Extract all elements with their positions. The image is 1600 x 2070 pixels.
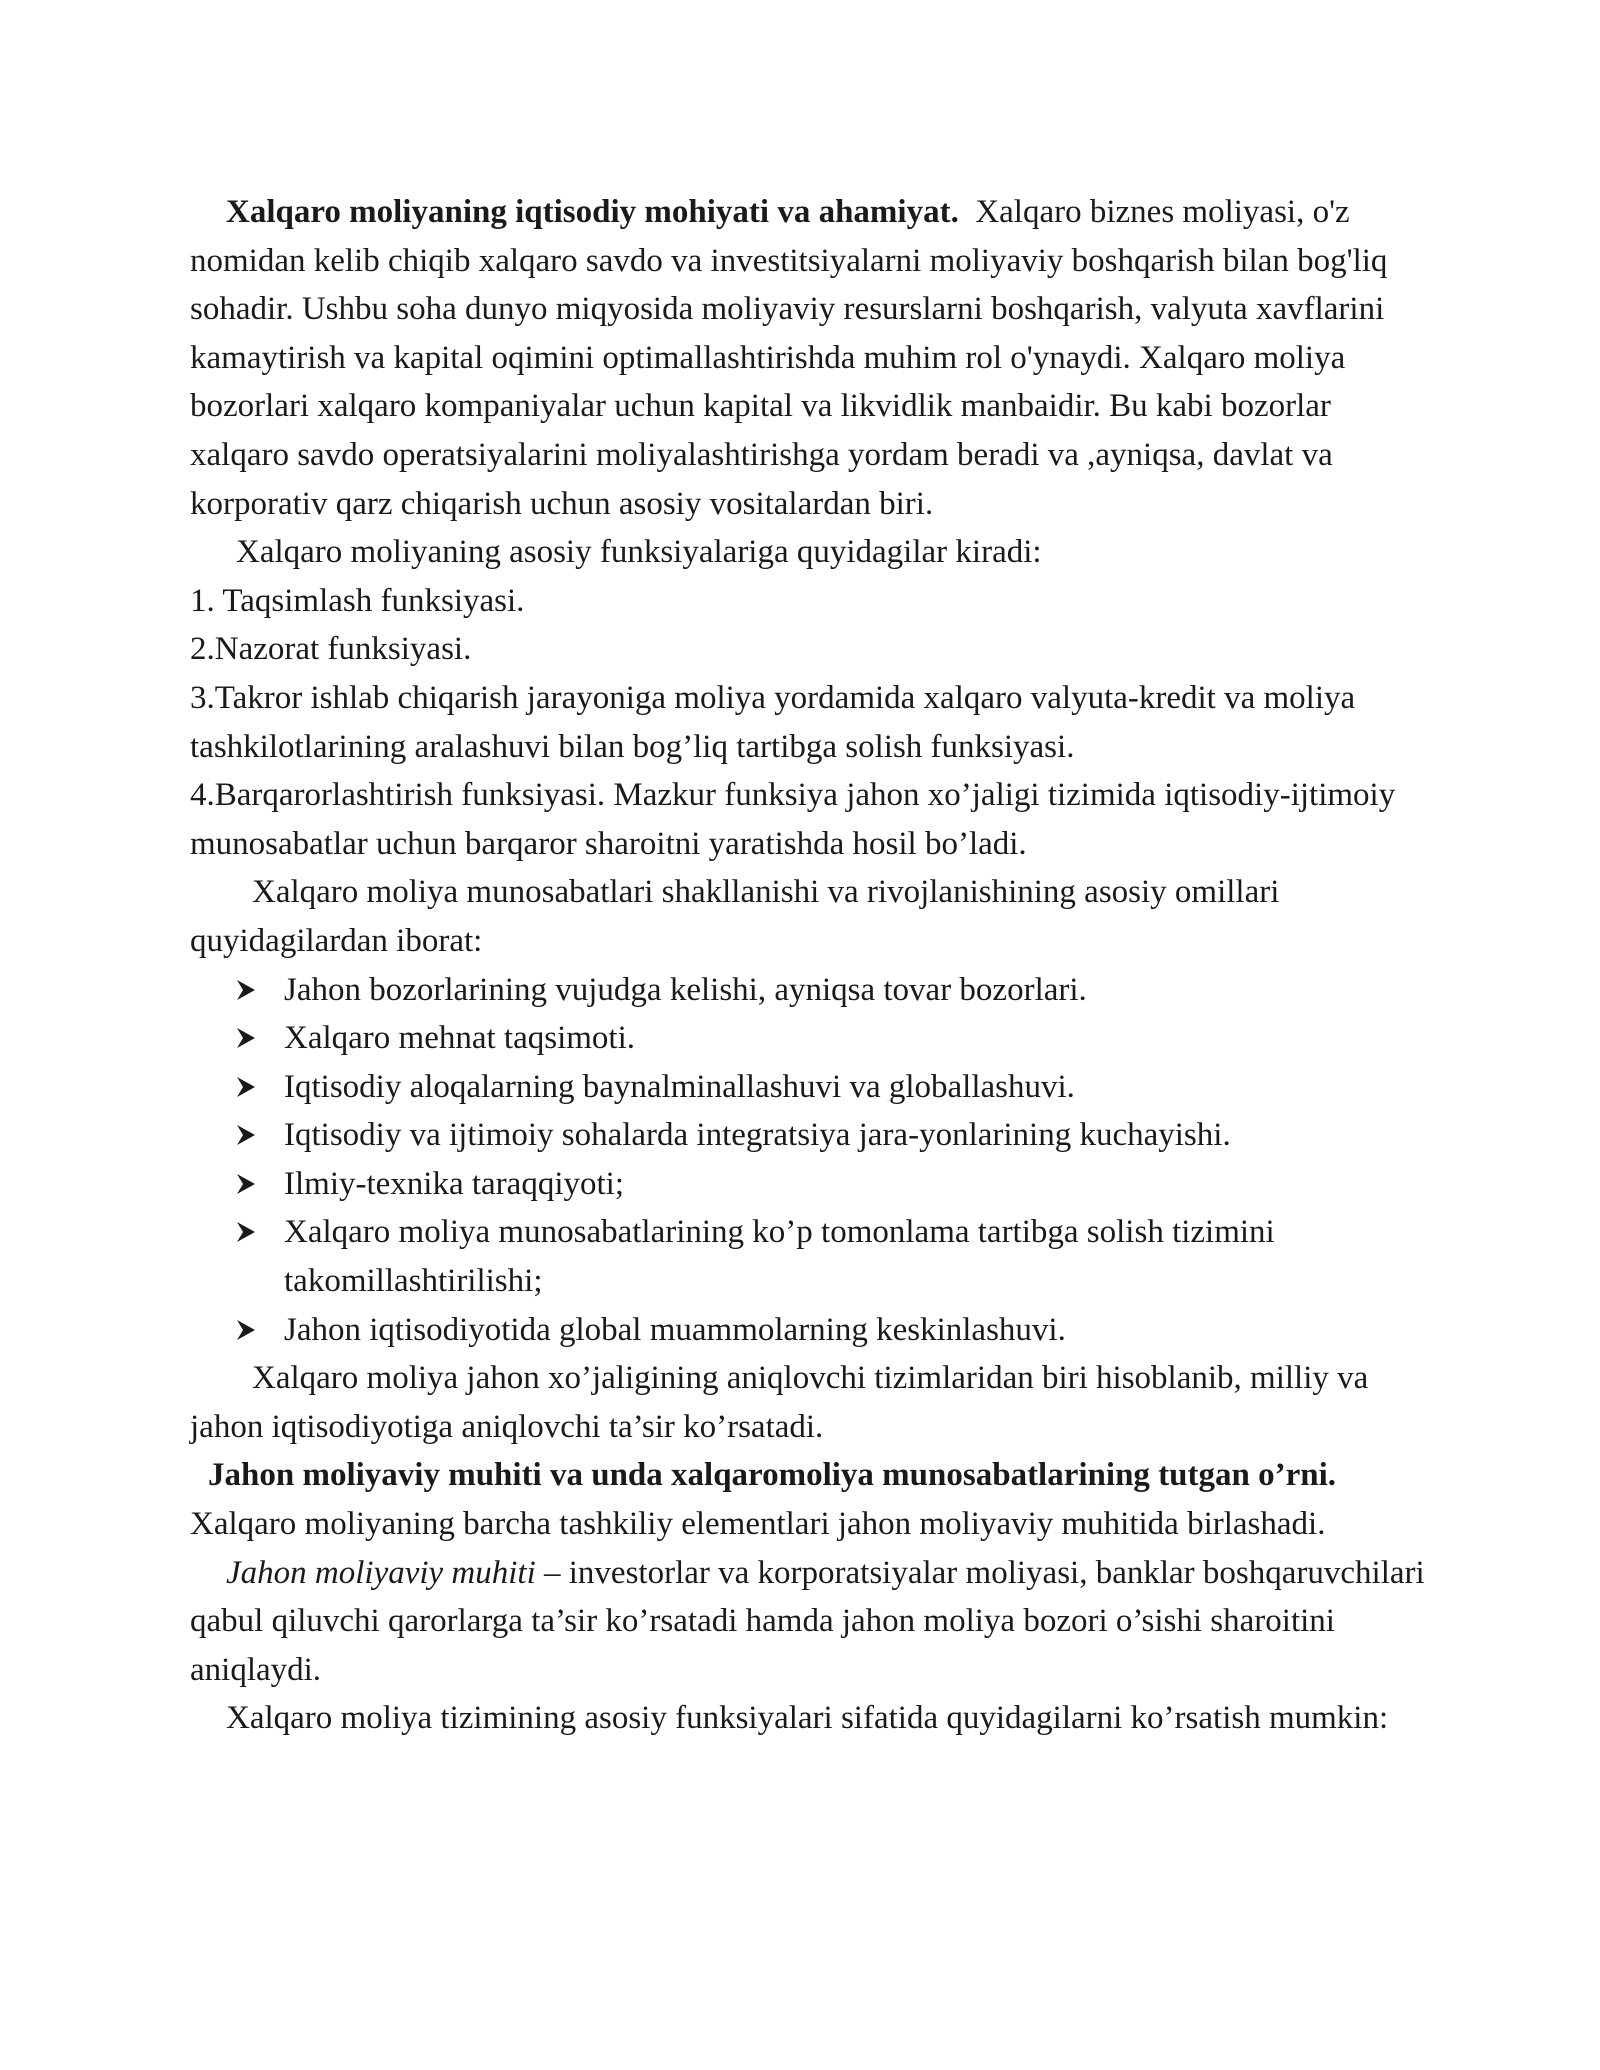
factor-text: Iqtisodiy aloqalarning baynalminallashuvi va globallashuvi. <box>284 1068 1075 1105</box>
arrowhead-bullet-icon <box>236 1111 266 1160</box>
document-page <box>190 188 1430 1743</box>
factors-list <box>190 966 1430 1355</box>
arrowhead-bullet-icon <box>236 1306 266 1355</box>
intro-text: Xalqaro biznes moliyasi, o'z nomidan kelib chiqib xalqaro savdo va investitsiyalarni moliyaviy boshqarish bilan bog'liq sohadir. Ushbu soha dunyo miqyosida moliyaviy resurslarni boshqarish, valyuta xavflarini kamaytirish va kapital oqimini optimallashtirishda muhim rol o'ynaydi. Xalqaro moliya bozorlari xalqaro kompaniyalar uchun kapital va likvidlik manbaidir. Bu kabi bozorlar xalqaro savdo operatsiyalarini moliyalashtirishga yordam beradi va ,ayniqsa, davlat va korporativ qarz chiqarish uchun asosiy vositalardan biri. <box>190 194 1388 522</box>
factor-text: Xalqaro mehnat taqsimoti. <box>284 1020 635 1057</box>
factor-text: Jahon iqtisodiyotida global muammolarning keskinlashuvi. <box>284 1311 1066 1348</box>
section-heading: Jahon moliyaviy muhiti va unda xalqaromoliya munosabatlarining tutgan o’rni. <box>208 1457 1337 1494</box>
list-item <box>284 1208 1430 1305</box>
arrowhead-bullet-icon <box>236 966 266 1015</box>
function-item: 2.Nazorat funksiyasi. <box>190 631 472 668</box>
list-item <box>284 1111 1430 1160</box>
factor-text: Ilmiy-texnika taraqqiyoti; <box>284 1165 624 1202</box>
arrowhead-bullet-icon <box>236 1063 266 1112</box>
section2-intro: Xalqaro moliyaning barcha tashkiliy elementlari jahon moliyaviy muhitida birlashadi. <box>190 1506 1326 1543</box>
definition-text: – investorlar va korporatsiyalar moliyasi, banklar boshqaruvchilari qabul qiluvchi qarorlarga ta’sir ko’rsatadi hamda jahon moliya bozori o’sishi sharoitini aniqlaydi. <box>190 1554 1425 1688</box>
list-item <box>284 1160 1430 1209</box>
section2-paragraph <box>190 1451 1430 1548</box>
function-item: 1. Taqsimlash funksiyasi. <box>190 582 525 619</box>
arrowhead-bullet-icon <box>236 1014 266 1063</box>
definition-paragraph <box>190 1549 1430 1695</box>
factor-text: Jahon bozorlarining vujudga kelishi, ayniqsa tovar bozorlari. <box>284 971 1087 1008</box>
functions-intro: Xalqaro moliyaning asosiy funksiyalariga quyidagilar kiradi: <box>236 534 1042 571</box>
arrowhead-bullet-icon <box>236 1208 266 1257</box>
factor-text: Iqtisodiy va ijtimoiy sohalarda integratsiya jara-yonlarining kuchayishi. <box>284 1117 1231 1154</box>
intro-paragraph <box>190 188 1430 528</box>
section-heading: Xalqaro moliyaning iqtisodiy mohiyati va ahamiyat. <box>226 194 959 230</box>
defined-term: Jahon moliyaviy muhiti <box>226 1554 536 1591</box>
list-item <box>284 1063 1430 1112</box>
list-item <box>284 966 1430 1015</box>
conclusion-paragraph: Xalqaro moliya jahon xo’jaligining aniqlovchi tizimlaridan biri hisoblanib, milliy va jahon iqtisodiyotiga aniqlovchi ta’sir ko’rsatadi. <box>190 1360 1369 1445</box>
factors-intro: Xalqaro moliya munosabatlari shakllanishi va rivojlanishining asosiy omillari quyidagilardan iborat: <box>190 874 1280 959</box>
arrowhead-bullet-icon <box>236 1160 266 1209</box>
list-item <box>284 1306 1430 1355</box>
list-item <box>284 1014 1430 1063</box>
function-item: 3.Takror ishlab chiqarish jarayoniga moliya yordamida xalqaro valyuta-kredit va moliya tashkilotlarining aralashuvi bilan bog’liq tartibga solish funksiyasi. <box>190 679 1356 765</box>
function-item: 4.Barqarorlashtirish funksiyasi. Mazkur funksiya jahon xo’jaligi tizimida iqtisodiy-ijtimoiy munosabatlar uchun barqaror sharoitni yaratishda hosil bo’ladi. <box>190 777 1396 862</box>
factor-text: Xalqaro moliya munosabatlarining ko’p tomonlama tartibga solish tizimini takomillashtirilishi; <box>284 1214 1275 1300</box>
closing-paragraph: Xalqaro moliya tizimining asosiy funksiyalari sifatida quyidagilarni ko’rsatish mumkin: <box>226 1700 1389 1737</box>
